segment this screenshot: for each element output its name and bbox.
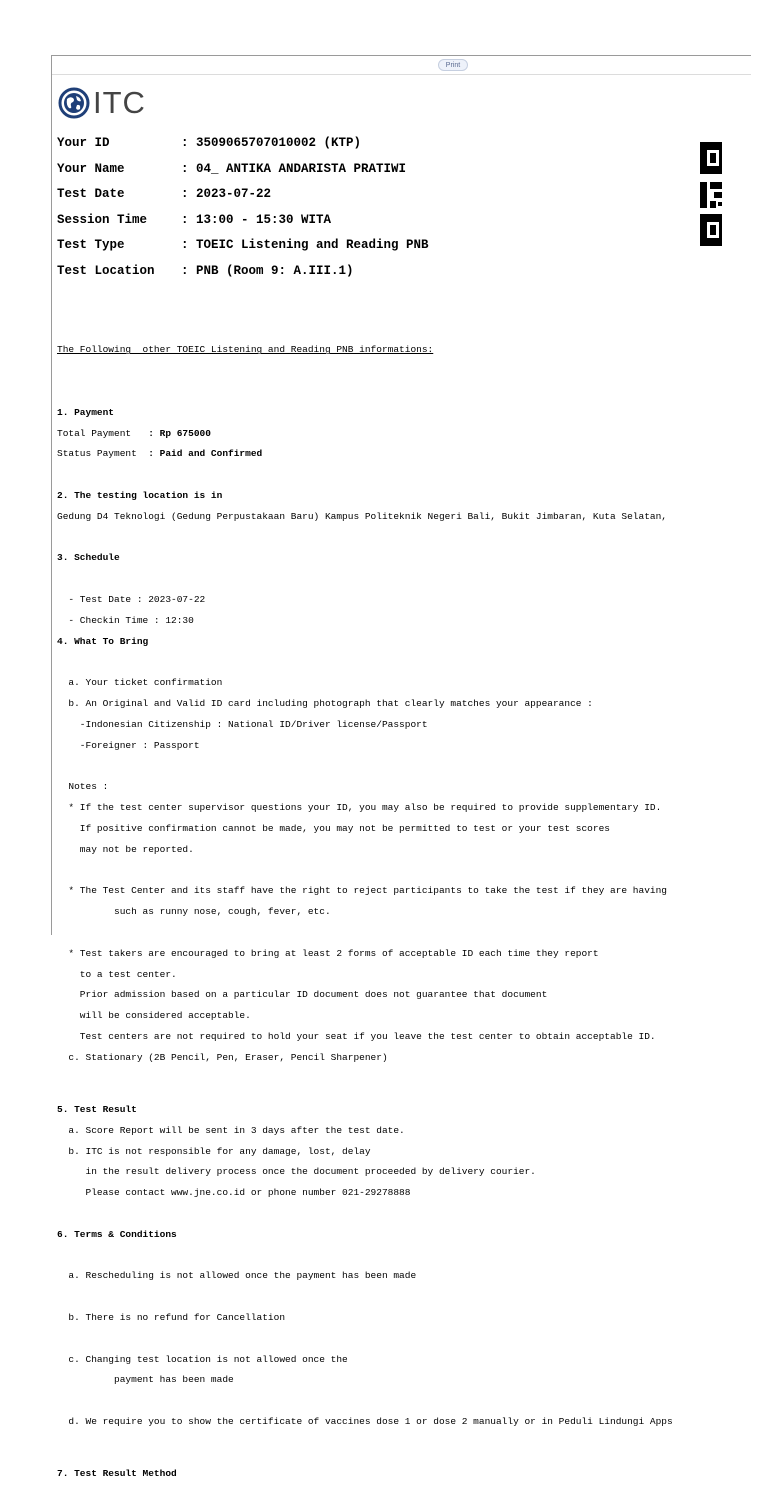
- itc-logo: [58, 87, 146, 119]
- status-payment-row: [57, 449, 747, 459]
- terms-item-d: d. We require you to show the certificate of vaccines dose 1 or dose 2 manually or in Peduli Lindungi Apps: [57, 1415, 673, 1427]
- page-frame-top: [51, 55, 751, 56]
- result-line: Please contact www.jne.co.id or phone number 021-29278888: [57, 1187, 411, 1199]
- total-payment-value: : Rp 675000: [148, 427, 211, 439]
- qr-code: [700, 142, 768, 248]
- info-value: : TOEIC Listening and Reading PNB: [181, 238, 429, 252]
- bring-item: a. Your ticket confirmation: [57, 677, 223, 689]
- note-line: * If the test center supervisor questions your ID, you may also be required to provide supplementary ID.: [57, 802, 662, 814]
- terms-item-c: c. Changing test location is not allowed once the: [57, 1353, 348, 1365]
- info-row-type: [57, 238, 429, 264]
- info-value: : 04_ ANTIKA ANDARISTA PRATIWI: [181, 161, 407, 176]
- info-heading: The Following other TOEIC Listening and Reading PNB informations:: [57, 344, 434, 356]
- location-heading: 2. The testing location is in: [57, 490, 223, 502]
- info-label: Test Location: [57, 263, 155, 278]
- globe-icon: [58, 87, 90, 119]
- result-heading: 5. Test Result: [57, 1103, 137, 1115]
- bring-heading: 4. What To Bring: [57, 635, 149, 647]
- toolbar-divider: [51, 74, 751, 75]
- info-label: Test Type: [57, 238, 125, 252]
- terms-item-b: b. There is no refund for Cancellation: [57, 1311, 286, 1323]
- note-line: may not be reported.: [57, 843, 194, 855]
- info-row-name: [57, 162, 429, 188]
- info-value: : PNB (Room 9: A.III.1): [181, 263, 354, 278]
- info-value: : 3509065707010002 (KTP): [181, 136, 362, 150]
- note-line: Prior admission based on a particular ID document does not guarantee that document: [57, 989, 548, 1001]
- information-body: [57, 335, 747, 1490]
- info-label: Test Date: [57, 187, 125, 201]
- result-line: a. Score Report will be sent in 3 days after the test date.: [57, 1124, 405, 1136]
- location-text: Gedung D4 Teknologi (Gedung Perpustakaan Baru) Kampus Politeknik Negeri Bali, Bukit Jimbaran, Kuta Selatan,: [57, 510, 667, 522]
- bring-item: -Indonesian Citizenship : National ID/Driver license/Passport: [57, 718, 428, 730]
- info-value: : 2023-07-22: [181, 187, 272, 201]
- info-label: Session Time: [57, 212, 148, 227]
- info-row-session: [57, 213, 429, 239]
- logo-text: ITC: [93, 85, 146, 120]
- schedule-test-date: - Test Date : 2023-07-22: [57, 594, 206, 606]
- note-line: such as runny nose, cough, fever, etc.: [57, 906, 331, 918]
- note-line: If positive confirmation cannot be made, you may not be permitted to test or your test scores: [57, 822, 610, 834]
- payment-heading: 1. Payment: [57, 406, 115, 418]
- info-row-date: [57, 187, 429, 213]
- result-line: in the result delivery process once the document proceeded by delivery courier.: [57, 1166, 536, 1178]
- info-label: Your Name: [57, 161, 125, 176]
- bring-item: b. An Original and Valid ID card including photograph that clearly matches your appearance :: [57, 698, 593, 710]
- status-payment-label: Status Payment: [57, 448, 149, 460]
- terms-item-a: a. Rescheduling is not allowed once the payment has been made: [57, 1270, 417, 1282]
- note-line: will be considered acceptable.: [57, 1010, 251, 1022]
- print-button[interactable]: Print: [438, 59, 468, 71]
- schedule-checkin: - Checkin Time : 12:30: [57, 614, 194, 626]
- page-frame-left: [51, 55, 52, 935]
- candidate-info: [57, 136, 429, 289]
- note-line: Test centers are not required to hold your seat if you leave the test center to obtain acceptable ID.: [57, 1031, 656, 1043]
- schedule-heading: 3. Schedule: [57, 552, 120, 564]
- total-payment-row: [57, 429, 747, 439]
- result-line: b. ITC is not responsible for any damage, lost, delay: [57, 1145, 371, 1157]
- total-payment-label: Total Payment: [57, 427, 149, 439]
- terms-item-c-cont: payment has been made: [57, 1374, 234, 1386]
- note-line: * Test takers are encouraged to bring at least 2 forms of acceptable ID each time they report: [57, 947, 599, 959]
- bring-item: -Foreigner : Passport: [57, 739, 200, 751]
- note-line: to a test center.: [57, 968, 177, 980]
- terms-heading: 6. Terms & Conditions: [57, 1228, 177, 1240]
- note-line: * The Test Center and its staff have the right to reject participants to take the test if they are having: [57, 885, 667, 897]
- info-label: Your ID: [57, 136, 110, 150]
- bring-item: c. Stationary (2B Pencil, Pen, Eraser, Pencil Sharpener): [57, 1051, 388, 1063]
- info-value: : 13:00 - 15:30 WITA: [181, 212, 332, 227]
- status-payment-value: : Paid and Confirmed: [148, 448, 263, 460]
- notes-heading: Notes :: [57, 781, 109, 793]
- method-heading: 7. Test Result Method: [57, 1467, 177, 1479]
- info-row-location: [57, 264, 429, 290]
- info-row-id: [57, 136, 429, 162]
